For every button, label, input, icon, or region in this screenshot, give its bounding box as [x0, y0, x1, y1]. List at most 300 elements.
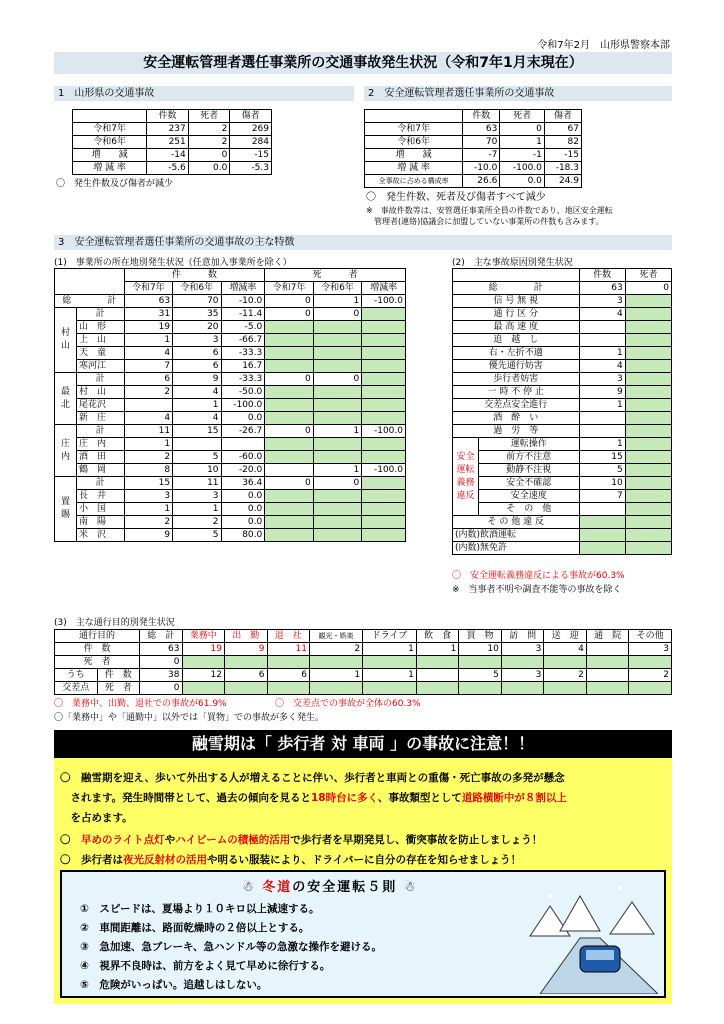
table-cell: 9 — [124, 529, 172, 542]
column-header: 傷者 — [230, 110, 272, 123]
table-cell: -60.0 — [221, 451, 265, 464]
row-label: 新 庄 — [77, 412, 125, 425]
row-label: 山 形 — [77, 321, 125, 334]
table-cell: 3 — [124, 490, 172, 503]
table-cell: 26.6 — [463, 175, 500, 188]
table-cell: 12 — [182, 669, 225, 682]
row-label: そ の 他 違 反 — [453, 516, 580, 529]
table-cell — [265, 347, 313, 360]
row-label: 歩行者妨害 — [453, 373, 580, 386]
table-cell: 7 — [124, 360, 172, 373]
table-cell: 5 — [173, 529, 221, 542]
table-cell — [586, 682, 629, 695]
table-row — [55, 643, 672, 656]
table-row — [453, 464, 672, 477]
row-label: 優先通行妨害 — [453, 360, 580, 373]
region-name: 最北 — [60, 386, 70, 410]
table-cell — [579, 321, 625, 334]
table-cell: 4 — [124, 412, 172, 425]
table-cell: -33.3 — [221, 347, 265, 360]
table-cell: 4 — [124, 347, 172, 360]
table-cell — [265, 438, 313, 451]
row-label: 鶴 岡 — [77, 464, 125, 477]
table-cell — [362, 399, 406, 412]
table-cell — [313, 438, 361, 451]
table-cell: -10.0 — [463, 162, 500, 175]
table-cell: 5 — [579, 464, 625, 477]
table-cell — [265, 412, 313, 425]
column-header: 令和6年 — [173, 282, 221, 295]
table-row — [453, 347, 672, 360]
column-header: 死者 — [625, 269, 671, 282]
table-cell: 4 — [173, 412, 221, 425]
column-header: 送 迎 — [544, 630, 587, 643]
column-header: 観光・娯楽 — [310, 630, 363, 643]
table-cell: 3 — [629, 643, 672, 656]
t3-caption: (3) 主な通行目的別発生状況 — [54, 618, 175, 628]
table-cell: 0 — [625, 282, 671, 295]
table-cell — [586, 656, 629, 669]
region-name: 村山 — [60, 328, 70, 351]
table-cell — [362, 347, 406, 360]
table-cell — [459, 656, 502, 669]
table-cell — [625, 425, 671, 438]
table-row — [55, 669, 672, 682]
table-row — [365, 123, 582, 136]
region-name: 置賜 — [60, 497, 70, 520]
table-cell — [625, 321, 671, 334]
row-label: 尾花沢 — [77, 399, 125, 412]
column-header: 退 社 — [267, 630, 310, 643]
row-label: 一 時 不 停 止 — [453, 386, 580, 399]
table-cell: 0 — [265, 373, 313, 386]
table-row — [365, 110, 582, 123]
table-cell — [625, 308, 671, 321]
table-cell: 11 — [173, 477, 221, 490]
table-cell: 4 — [579, 308, 625, 321]
row-label: 件 数 — [97, 669, 140, 682]
s1-note: 〇 発生件数及び傷者が減少 — [56, 179, 174, 189]
table-cell — [362, 360, 406, 373]
table-cell: 2 — [544, 669, 587, 682]
table-row — [55, 438, 406, 451]
s2-table — [364, 109, 582, 188]
table-cell — [625, 295, 671, 308]
table-row — [55, 386, 406, 399]
rule-item: ① スピードは、夏場より１０キロ以上減速する。 — [80, 903, 320, 915]
region-label — [55, 477, 77, 542]
rule-item: ④ 視界不良時は、前方をよく見て早めに徐行する。 — [80, 960, 331, 972]
table-cell — [313, 503, 361, 516]
table-cell: 1 — [363, 669, 417, 682]
row-label: 米 沢 — [77, 529, 125, 542]
table-cell — [124, 399, 172, 412]
column-header: 総 計 — [140, 630, 183, 643]
row-label: 最 高 速 度 — [453, 321, 580, 334]
table-cell — [362, 516, 406, 529]
table-row — [55, 425, 406, 438]
column-header: 件数 — [147, 110, 189, 123]
table-cell — [586, 669, 629, 682]
table-cell — [416, 682, 459, 695]
table-cell: 1 — [313, 425, 361, 438]
row-label: 総 計 — [453, 282, 580, 295]
table-cell: 82 — [544, 136, 581, 149]
table-cell: 20 — [173, 321, 221, 334]
table-cell: 1 — [416, 643, 459, 656]
row-label: 信 号 無 視 — [453, 295, 580, 308]
table-row — [365, 175, 582, 188]
table-cell — [313, 412, 361, 425]
row-label: 運転操作 — [479, 438, 580, 451]
table-cell — [313, 516, 361, 529]
table-cell: -33.3 — [221, 373, 265, 386]
table-cell: 10 — [173, 464, 221, 477]
column-header: 通行目的 — [55, 630, 140, 643]
row-label: 前方不注意 — [479, 451, 580, 464]
rules-title: ☃ 冬道の安全運転５則 ☃ — [242, 880, 418, 895]
table-cell — [265, 386, 313, 399]
rule-item: ⑤ 危険がいっぱい。追越しはしない。 — [80, 979, 268, 991]
table-row — [55, 308, 406, 321]
table-cell: 0 — [265, 477, 313, 490]
row-label: (内数)無免許 — [453, 542, 580, 555]
car-snow-icon — [520, 876, 658, 994]
table-cell: -14 — [147, 149, 189, 162]
row-label: 天 童 — [77, 347, 125, 360]
table-cell: 70 — [463, 136, 500, 149]
table-cell: 3 — [173, 334, 221, 347]
location-table — [54, 268, 406, 542]
row-label: 計 — [77, 477, 125, 490]
row-label: 令和6年 — [73, 136, 147, 149]
table-row — [365, 162, 582, 175]
table-cell — [416, 656, 459, 669]
header-date-org: 令和7年2月 山形県警察本部 — [537, 40, 670, 51]
cross-label: 交差点 — [55, 682, 98, 695]
table-cell: 19 — [182, 643, 225, 656]
table-cell — [579, 425, 625, 438]
table-cell: -100.0 — [500, 162, 545, 175]
table-cell: 3 — [501, 643, 544, 656]
table-row — [55, 682, 672, 695]
table-cell — [265, 451, 313, 464]
table-cell: -50.0 — [221, 386, 265, 399]
table-cell: 6 — [225, 669, 268, 682]
header-cell — [55, 269, 125, 295]
table-cell — [362, 373, 406, 386]
row-label: 南 陽 — [77, 516, 125, 529]
table-cell: 80.0 — [221, 529, 265, 542]
table-cell: 1 — [363, 643, 417, 656]
table-cell: 63 — [140, 643, 183, 656]
table-cell — [625, 477, 671, 490]
table-cell: 0 — [313, 477, 361, 490]
table-cell: 15 — [579, 451, 625, 464]
table-cell: 67 — [544, 123, 581, 136]
table-cell: -100.0 — [362, 425, 406, 438]
purpose-table — [54, 629, 672, 695]
table-cell — [501, 682, 544, 695]
table-cell: 6 — [124, 373, 172, 386]
table-cell: -5.6 — [147, 162, 189, 175]
table-row — [55, 516, 406, 529]
column-header: 増減率 — [221, 282, 265, 295]
table-row — [73, 136, 272, 149]
cross-label: うち — [55, 669, 98, 682]
table-cell — [173, 438, 221, 451]
row-label: 通 行 区 分 — [453, 308, 580, 321]
table-cell: 4 — [544, 643, 587, 656]
column-header: 訪 問 — [501, 630, 544, 643]
table-cell — [310, 656, 363, 669]
row-label: 増 減 率 — [73, 162, 147, 175]
table-cell: 35 — [173, 308, 221, 321]
t2-caption: (2) 主な事故原因別発生状況 — [452, 258, 573, 268]
table-cell: -100.0 — [362, 464, 406, 477]
table-cell — [265, 360, 313, 373]
row-label: 右・左折不適 — [453, 347, 580, 360]
table-row — [55, 360, 406, 373]
section1-heading: 1 山形県の交通事故 — [54, 86, 354, 101]
column-header: 件数 — [579, 269, 625, 282]
cause-table — [452, 268, 672, 555]
row-label: 小 国 — [77, 503, 125, 516]
table-cell — [586, 643, 629, 656]
table-cell: 70 — [173, 295, 221, 308]
table-cell: 2 — [188, 136, 230, 149]
row-label: 死 者 — [97, 682, 140, 695]
table-cell: 9 — [173, 373, 221, 386]
table-row — [453, 490, 672, 503]
row-label: そ の 他 — [479, 503, 580, 516]
table-cell: 2 — [124, 516, 172, 529]
section3-heading: 3 安全運転管理者選任事業所の交通事故の主な特徴 — [54, 235, 672, 250]
table-cell: 1 — [124, 334, 172, 347]
table-cell: 16.7 — [221, 360, 265, 373]
table-cell — [265, 321, 313, 334]
table-cell: 1 — [173, 399, 221, 412]
table-cell: 1 — [313, 464, 361, 477]
table-cell — [416, 669, 459, 682]
table-cell — [362, 477, 406, 490]
table-row — [55, 399, 406, 412]
table-cell — [629, 656, 672, 669]
column-header: 死者 — [188, 110, 230, 123]
snowman-icon: ☃ — [242, 880, 256, 895]
table-cell: 237 — [147, 123, 189, 136]
table-cell — [310, 682, 363, 695]
t2-note1: 〇 安全運転義務違反による事故が60.3% — [452, 571, 625, 581]
table-cell: -100.0 — [362, 295, 406, 308]
region-label — [55, 373, 77, 425]
table-cell — [313, 360, 361, 373]
row-label: 計 — [77, 373, 125, 386]
table-row — [453, 282, 672, 295]
column-header: 傷者 — [544, 110, 581, 123]
column-header: 死 者 — [265, 269, 406, 282]
table-row — [55, 464, 406, 477]
row-label: (内数)飲酒運転 — [453, 529, 580, 542]
table-cell: 251 — [147, 136, 189, 149]
table-row — [453, 516, 672, 529]
table-cell: 0 — [500, 123, 545, 136]
table-cell: -18.3 — [544, 162, 581, 175]
snowman-icon: ☃ — [403, 880, 418, 895]
table-row — [55, 412, 406, 425]
row-label: 件 数 — [55, 643, 140, 656]
table-row — [55, 477, 406, 490]
table-cell: 31 — [124, 308, 172, 321]
s2-note3: 管理者(連絡)協議会に加盟していない事業所の件数も含みます。 — [366, 217, 604, 226]
table-cell: -100.0 — [221, 399, 265, 412]
table-cell: 6 — [267, 669, 310, 682]
table-cell: 6 — [173, 360, 221, 373]
table-row — [55, 334, 406, 347]
table-cell: 1 — [173, 503, 221, 516]
table-row — [453, 438, 672, 451]
table-cell — [362, 451, 406, 464]
region-name: 庄内 — [60, 438, 70, 462]
table-cell: -15 — [230, 149, 272, 162]
row-label: 計 — [77, 308, 125, 321]
table-cell: 0 — [265, 308, 313, 321]
table-row — [73, 123, 272, 136]
table-row — [453, 321, 672, 334]
header-cell — [73, 110, 147, 123]
table-cell: 1 — [579, 438, 625, 451]
table-cell — [625, 399, 671, 412]
row-label: 安全速度 — [479, 490, 580, 503]
table-row — [453, 269, 672, 282]
table-row — [453, 542, 672, 555]
column-header: 件 数 — [124, 269, 265, 282]
table-cell — [625, 438, 671, 451]
column-header: 飲 食 — [416, 630, 459, 643]
table-cell: 38 — [140, 669, 183, 682]
table-cell: 2 — [188, 123, 230, 136]
table-cell: 10 — [579, 477, 625, 490]
table-cell — [313, 347, 361, 360]
table-cell — [265, 334, 313, 347]
table-cell — [182, 656, 225, 669]
table-row — [55, 656, 672, 669]
s2-note2: ※ 事故件数等は、安管選任事業所全員の件数であり、地区安全運転 — [366, 206, 613, 215]
row-label: 死 者 — [55, 656, 140, 669]
row-label: 寒河江 — [77, 360, 125, 373]
table-cell — [625, 373, 671, 386]
table-cell: 11 — [124, 425, 172, 438]
table-cell — [362, 529, 406, 542]
table-cell: 15 — [173, 425, 221, 438]
table-cell — [625, 360, 671, 373]
table-cell: 0 — [140, 656, 183, 669]
table-cell — [579, 516, 625, 529]
row-label: 追 越 し — [453, 334, 580, 347]
table-row — [453, 308, 672, 321]
table-cell — [625, 412, 671, 425]
table-cell: 0 — [140, 682, 183, 695]
row-label: 酒 酔 い — [453, 412, 580, 425]
t2-note2: ※ 当事者不明や調査不能等の事故を除く — [452, 585, 622, 595]
table-row — [55, 490, 406, 503]
table-cell: 11 — [267, 643, 310, 656]
row-label: 総 計 — [55, 295, 125, 308]
table-cell: 0.0 — [188, 162, 230, 175]
column-header: 件数 — [463, 110, 500, 123]
table-cell: 5 — [173, 451, 221, 464]
row-label: 過 労 等 — [453, 425, 580, 438]
table-cell: -5.0 — [221, 321, 265, 334]
table-cell: 1 — [313, 295, 361, 308]
table-cell — [579, 529, 625, 542]
row-label: 令和7年 — [365, 123, 463, 136]
snowy-road-illustration — [520, 876, 658, 994]
column-header: 買 物 — [459, 630, 502, 643]
s1-table — [72, 109, 272, 175]
table-cell: 4 — [579, 360, 625, 373]
table-cell — [501, 656, 544, 669]
table-cell: 19 — [124, 321, 172, 334]
table-cell — [362, 386, 406, 399]
table-cell — [313, 399, 361, 412]
banner: 融雪期は「 歩行者 対 車両 」の事故に注意！！ — [54, 730, 672, 758]
table-cell: 3 — [173, 490, 221, 503]
table-cell: 269 — [230, 123, 272, 136]
row-label: 動静不注視 — [479, 464, 580, 477]
table-cell: 24.9 — [544, 175, 581, 188]
table-cell: -20.0 — [221, 464, 265, 477]
table-row — [453, 373, 672, 386]
table-cell: 3 — [579, 373, 625, 386]
table-row — [453, 503, 672, 516]
table-row — [73, 110, 272, 123]
table-cell: 0 — [265, 425, 313, 438]
table-cell: 36.4 — [221, 477, 265, 490]
table-cell — [459, 682, 502, 695]
column-header: 令和7年 — [124, 282, 172, 295]
table-cell: 2 — [629, 669, 672, 682]
table-cell — [221, 438, 265, 451]
table-cell: 0.0 — [221, 412, 265, 425]
table-row — [365, 149, 582, 162]
table-cell: 10 — [459, 643, 502, 656]
table-cell — [265, 490, 313, 503]
yellow-panel — [54, 758, 672, 1004]
table-cell: -10.0 — [221, 295, 265, 308]
table-cell: 2 — [124, 386, 172, 399]
table-cell — [579, 334, 625, 347]
row-label: 増 減 率 — [365, 162, 463, 175]
table-cell — [265, 529, 313, 542]
table-cell: 0.0 — [221, 490, 265, 503]
column-header: 令和7年 — [265, 282, 313, 295]
row-label: 庄 内 — [77, 438, 125, 451]
table-row — [55, 373, 406, 386]
table-row — [453, 477, 672, 490]
table-cell — [579, 412, 625, 425]
table-row — [55, 630, 672, 643]
table-cell — [625, 529, 671, 542]
rule-item: ② 車間距離は、路面乾燥時の２倍以上とする。 — [80, 922, 310, 934]
table-cell — [362, 412, 406, 425]
table-row — [55, 451, 406, 464]
table-cell: -5.3 — [230, 162, 272, 175]
table-cell: 0 — [313, 308, 361, 321]
table-cell: 0.0 — [500, 175, 545, 188]
table-cell — [362, 308, 406, 321]
table-row — [73, 149, 272, 162]
